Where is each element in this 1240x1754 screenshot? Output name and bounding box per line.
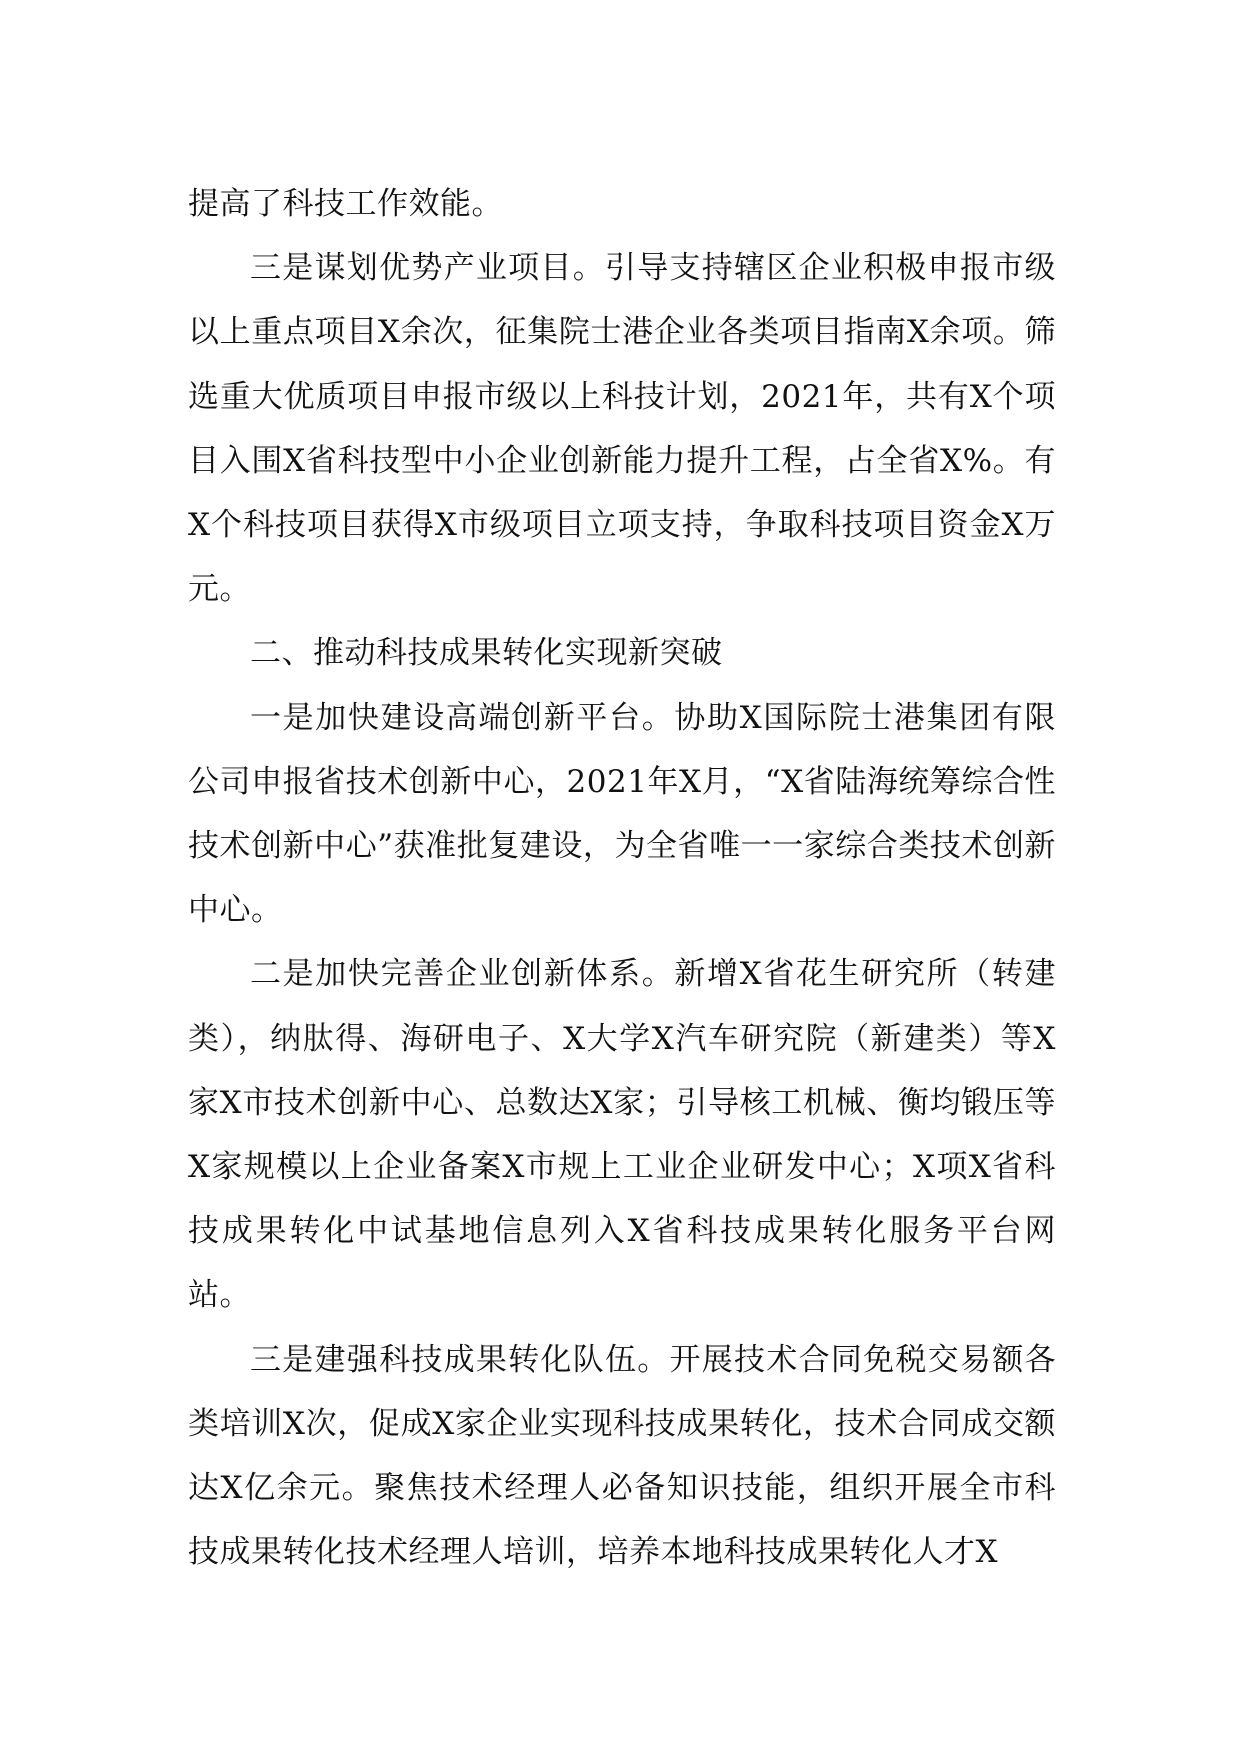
paragraph-innovation-system: 二是加快完善企业创新体系。新增X省花生研究所（转建类），纳肽得、海研电子、X大学X汽车研究院（新建类）等X家X市技术创新中心、总数达X家；引导核工机械、衡均锻压等X家规模以上企业备案X市规上工业企业研发中心；X项X省科技成果转化中试基地信息列入X省科技成果转化服务平台网站。 xyxy=(188,956,1056,1314)
document-body xyxy=(188,172,1056,1584)
paragraph-continuation: 提高了科技工作效能。 xyxy=(188,186,503,222)
paragraph-innovation-platform: 一是加快建设高端创新平台。协助X国际院士港集团有限公司申报省技术创新中心，2021年X月，“X省陆海统筹综合性技术创新中心”获准批复建设，为全省唯一一家综合类技术创新中心。 xyxy=(188,699,1056,929)
paragraph-transfer-team: 三是建强科技成果转化队伍。开展技术合同免税交易额各类培训X次，促成X家企业实现科技成果转化，技术合同成交额达X亿余元。聚焦技术经理人必备知识技能，组织开展全市科技成果转化技术经理人培训，培养本地科技成果转化人才X xyxy=(188,1341,1056,1571)
section-heading: 二、推动科技成果转化实现新突破 xyxy=(250,635,723,672)
paragraph-industry-projects: 三是谋划优势产业项目。引导支持辖区企业积极申报市级以上重点项目X余次，征集院士港企业各类项目指南X余项。筛选重大优质项目申报市级以上科技计划，2021年，共有X个项目入围X省科技型中小企业创新能力提升工程，占全省X%。有X个科技项目获得X市级项目立项支持，争取科技项目资金X万元。 xyxy=(188,250,1056,608)
